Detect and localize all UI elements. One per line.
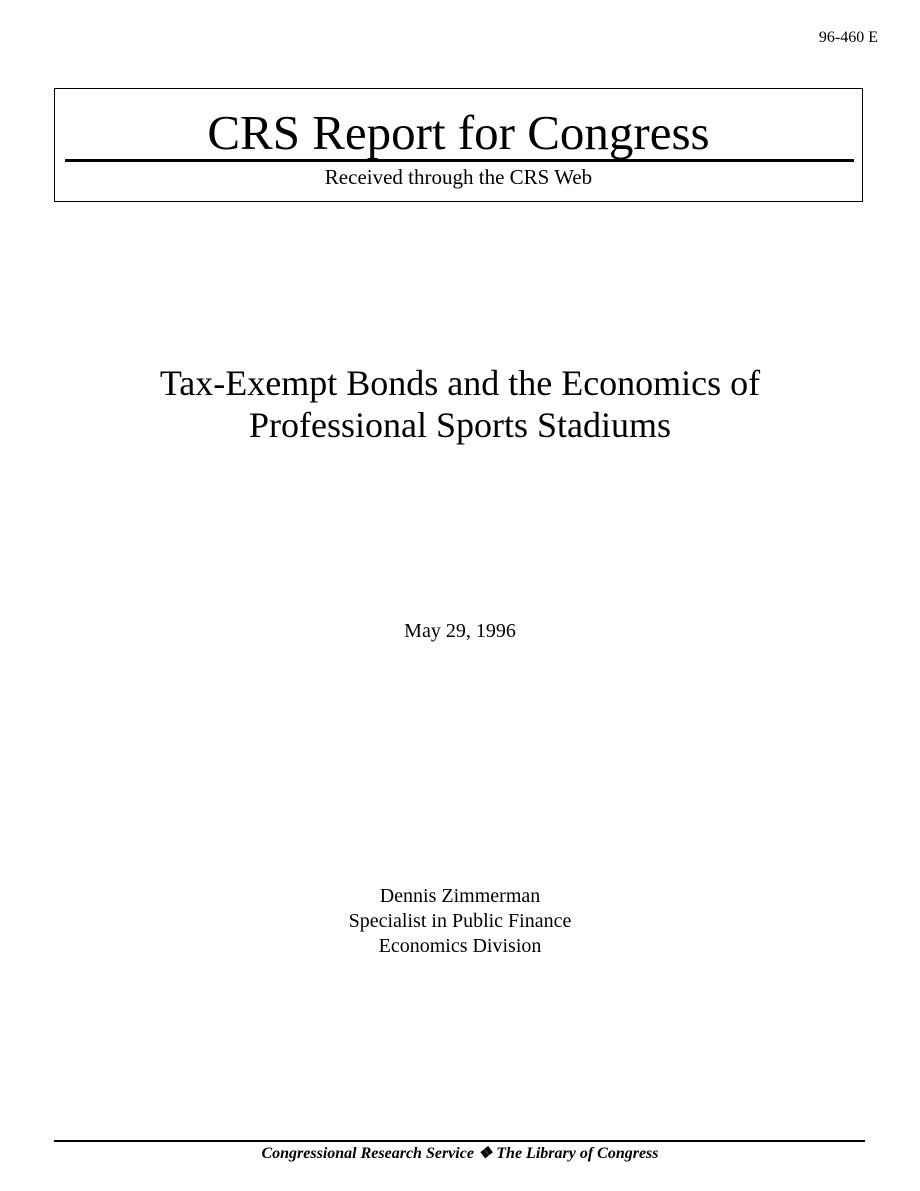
author-position: Specialist in Public Finance	[348, 910, 572, 932]
footer-crs: Congressional Research Service	[261, 1145, 474, 1162]
header-rule	[65, 159, 854, 162]
diamond-ornament-icon: ❖	[477, 1145, 493, 1162]
header-subtitle: Received through the CRS Web	[324, 165, 593, 189]
author-block	[0, 884, 920, 959]
report-number: 96-460 E	[818, 29, 878, 46]
footer	[0, 1144, 920, 1164]
document-title-line-2: Professional Sports Stadiums	[248, 405, 671, 445]
footer-library: The Library of Congress	[496, 1145, 659, 1162]
author-name: Dennis Zimmerman	[379, 885, 541, 907]
crs-header-box	[54, 88, 863, 202]
footer-rule	[54, 1140, 865, 1142]
header-title: CRS Report for Congress	[207, 105, 710, 160]
document-date: May 29, 1996	[404, 620, 516, 642]
document-title	[0, 362, 920, 446]
author-division: Economics Division	[378, 935, 542, 957]
document-title-line-1: Tax-Exempt Bonds and the Economics of	[159, 363, 761, 403]
